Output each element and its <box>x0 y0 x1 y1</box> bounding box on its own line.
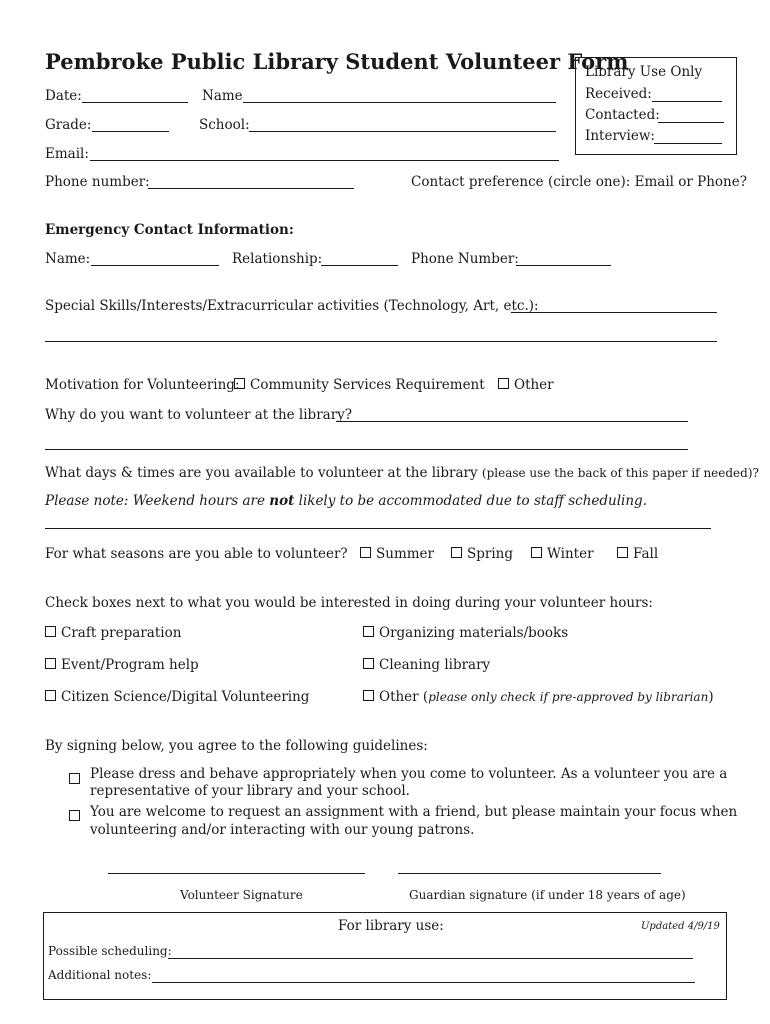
availability-question-text: What days & times are you available to volunteer at the library <box>45 465 478 481</box>
option-label: Winter <box>547 546 594 562</box>
library-use-footer-box <box>43 912 727 1000</box>
option-label: Citizen Science/Digital Volunteering <box>61 689 310 705</box>
library-use-only-box <box>575 57 737 155</box>
contacted-label: Contacted: <box>585 107 660 123</box>
guardian-signature-label: Guardian signature (if under 18 years of age) <box>409 888 686 902</box>
option-label: Spring <box>467 546 513 562</box>
why-volunteer-field-line-2[interactable] <box>45 449 688 450</box>
checkbox-icon[interactable] <box>234 378 245 389</box>
why-volunteer-label: Why do you want to volunteer at the library? <box>45 407 353 423</box>
guideline-2-line-2: volunteering and/or interacting with our young patrons. <box>90 822 475 838</box>
checkbox-icon[interactable] <box>360 547 371 558</box>
option-label: Summer <box>376 546 434 562</box>
weekend-note <box>45 493 647 509</box>
checkbox-icon[interactable] <box>363 658 374 669</box>
school-label: School: <box>199 117 250 133</box>
option-label: Other ( <box>379 689 429 705</box>
volunteer-signature-line[interactable] <box>108 873 365 874</box>
season-winter[interactable] <box>531 546 594 562</box>
notes-field[interactable] <box>152 982 695 983</box>
updated-date: Updated 4/9/19 <box>641 921 720 932</box>
guideline-2-line-1: You are welcome to request an assignment with a friend, but please maintain your focus when <box>90 804 738 820</box>
phone-label: Phone number: <box>45 174 150 190</box>
guideline-checkbox-icon[interactable] <box>69 769 80 788</box>
skills-field-line-2[interactable] <box>45 341 717 342</box>
interests-prompt: Check boxes next to what you would be interested in doing during your volunteer hours: <box>45 595 653 611</box>
interview-line[interactable] <box>654 143 722 144</box>
checkbox-icon[interactable] <box>451 547 462 558</box>
weekend-note-post: likely to be accommodated due to staff scheduling. <box>298 493 647 509</box>
relationship-label: Relationship: <box>232 251 323 267</box>
other-note: please only check if pre-approved by librarian <box>428 690 709 704</box>
received-label: Received: <box>585 86 652 102</box>
grade-field[interactable] <box>92 131 169 132</box>
checkbox-icon[interactable] <box>363 626 374 637</box>
name-label: Name <box>202 88 243 104</box>
motivation-option-other[interactable] <box>498 377 554 393</box>
email-label: Email: <box>45 146 89 162</box>
footer-heading: For library use: <box>338 918 444 934</box>
guideline-checkbox-icon[interactable] <box>69 806 80 825</box>
contacted-line[interactable] <box>658 122 724 123</box>
weekend-note-pre: Please note: Weekend hours are <box>45 493 265 509</box>
emergency-phone-field[interactable] <box>516 265 611 266</box>
guideline-1-line-1: Please dress and behave appropriately when you come to volunteer. As a volunteer you are a <box>90 766 728 782</box>
option-label: Other <box>514 377 554 393</box>
guardian-signature-line[interactable] <box>398 873 661 874</box>
interview-label: Interview: <box>585 128 655 144</box>
checkbox-icon[interactable] <box>45 626 56 637</box>
interest-craft[interactable] <box>45 625 181 641</box>
checkbox-icon[interactable] <box>498 378 509 389</box>
volunteer-signature-label: Volunteer Signature <box>180 888 303 902</box>
interest-event[interactable] <box>45 657 199 673</box>
option-label: Event/Program help <box>61 657 199 673</box>
interest-citizen-science[interactable] <box>45 689 309 705</box>
motivation-option-community[interactable] <box>234 377 485 393</box>
email-field[interactable] <box>90 160 559 161</box>
guideline-1-line-2: representative of your library and your school. <box>90 783 410 799</box>
motivation-label: Motivation for Volunteering: <box>45 377 240 393</box>
option-label: Craft preparation <box>61 625 182 641</box>
contact-preference[interactable]: Contact preference (circle one): Email or Phone? <box>411 174 747 190</box>
checkbox-icon[interactable] <box>531 547 542 558</box>
interest-cleaning[interactable] <box>363 657 490 673</box>
availability-question <box>45 465 759 481</box>
checkbox-icon[interactable] <box>363 690 374 701</box>
checkbox-icon[interactable] <box>617 547 628 558</box>
season-spring[interactable] <box>451 546 513 562</box>
option-label: Cleaning library <box>379 657 491 673</box>
interest-other[interactable] <box>363 689 714 705</box>
date-label: Date: <box>45 88 82 104</box>
skills-field[interactable] <box>511 312 717 313</box>
weekend-note-bold: not <box>269 493 295 509</box>
scheduling-label: Possible scheduling: <box>48 944 172 958</box>
skills-label: Special Skills/Interests/Extracurricular activities (Technology, Art, etc.): <box>45 298 539 314</box>
option-label: Organizing materials/books <box>379 625 569 641</box>
emergency-name-label: Name: <box>45 251 91 267</box>
scheduling-field[interactable] <box>168 958 693 959</box>
option-label: Fall <box>633 546 659 562</box>
phone-field[interactable] <box>148 188 354 189</box>
season-fall[interactable] <box>617 546 658 562</box>
emergency-name-field[interactable] <box>91 265 219 266</box>
checkbox-icon[interactable] <box>45 658 56 669</box>
school-field[interactable] <box>249 131 556 132</box>
why-volunteer-field[interactable] <box>336 421 688 422</box>
emergency-phone-label: Phone Number: <box>411 251 519 267</box>
emergency-heading: Emergency Contact Information: <box>45 222 294 238</box>
relationship-field[interactable] <box>321 265 398 266</box>
other-close: ) <box>708 689 714 705</box>
page-title: Pembroke Public Library Student Volunteer Form <box>45 49 629 74</box>
notes-label: Additional notes: <box>48 968 152 982</box>
checkbox-icon[interactable] <box>45 690 56 701</box>
interest-organizing[interactable] <box>363 625 568 641</box>
grade-label: Grade: <box>45 117 92 133</box>
availability-question-note: (please use the back of this paper if needed)? <box>481 466 759 480</box>
guidelines-intro: By signing below, you agree to the following guidelines: <box>45 738 428 754</box>
name-field[interactable] <box>243 102 556 103</box>
date-field[interactable] <box>82 102 188 103</box>
received-line[interactable] <box>652 101 722 102</box>
availability-field[interactable] <box>45 528 711 529</box>
season-summer[interactable] <box>360 546 434 562</box>
library-use-heading: Library Use Only <box>585 64 703 80</box>
option-label: Community Services Requirement <box>250 377 485 393</box>
seasons-question: For what seasons are you able to volunteer? <box>45 546 348 562</box>
